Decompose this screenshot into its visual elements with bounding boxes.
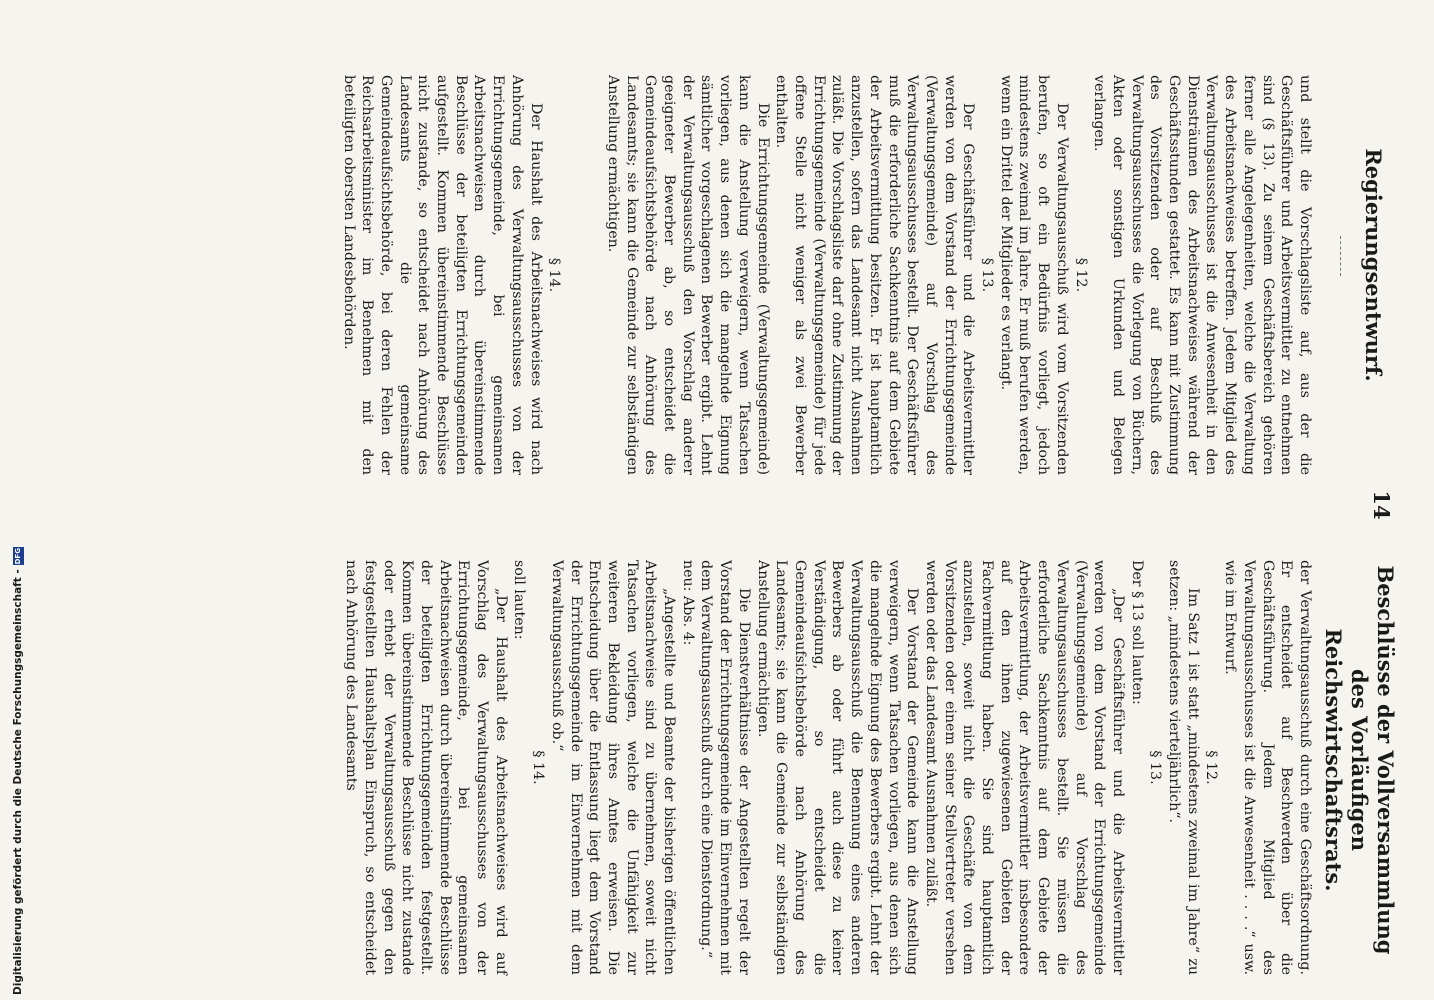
right-section-14-heading: § 14. xyxy=(530,750,547,785)
left-section-14-heading: § 14. xyxy=(546,257,563,293)
right-column xyxy=(341,560,1314,975)
right-section-12-heading: § 12. xyxy=(1203,750,1220,785)
right-section-13-heading: § 13. xyxy=(1147,750,1164,785)
left-section-12-heading: § 12. xyxy=(1072,257,1089,293)
right-section-13-intro: Der § 13 soll lauten: xyxy=(1128,560,1145,705)
footer-credit xyxy=(6,0,30,995)
footer-credit-text: Digitalisierung gefördert durch die Deutsche Forschungsgemeinschaft - xyxy=(12,569,24,995)
right-section-13-quote-1: „Der Geschäftsführer und die Arbeitsvermittler werden von dem Vorstand der Errichtungsgemeinde (Verwaltungsgemeinde) auf Vorschlag des Verwaltungsausschusses bestellt. Sie müssen die erforderliche Sachkenntnis auf dem Gebiete der Arbeitsvermittlung, der Arbeitsvermittler insbesondere auf den ihnen zugewiesenen Gebieten der Fachvermittlung haben. Sie sind hauptamtlich anzustellen, soweit nicht die Geschäfte von dem Vorsitzenden oder einem seiner Stellvertreter versehen werden oder das Landesamt Ausnahmen zuläßt. xyxy=(922,560,1126,975)
right-section-14-text: „Der Haushalt des Arbeitsnachweises wird auf Vorschlag des Verwaltungsausschusses von der Errichtungsgemeinde, bei gemeinsamen Arbeitsnachweisen durch übereinstimmende Beschlüsse der beteiligten Errichtungsgemeinden festgestellt. Kommen übereinstimmende Beschlüsse nicht zustande oder erhebt der Verwaltungsausschuß gegen den festgestellten Haushaltsplan Einspruch, so entscheidet nach Anhörung des Landesamts xyxy=(343,560,509,975)
page-number: 14 xyxy=(1369,490,1394,520)
left-column xyxy=(339,75,1314,475)
left-section-13-paragraph-2: Die Errichtungsgemeinde (Verwaltungsgemeinde) kann die Anstellung verweigern, wenn Tatsachen vorliegen, aus denen sich die mangelnde Eignung sämtlicher vorgeschlagenen Bewerber ergibt. Lehnt der Verwaltungsausschuß den Vorschlag anderer geeigneter Bewerber ab, so entscheidet die Gemeindeaufsichtsbehörde nach Anhörung des Landesamts; sie kann die Gemeinde zur selbständigen Anstellung ermächtigen. xyxy=(604,75,771,475)
right-column-header: Beschlüsse der Vollversammlung des Vorläufigen Reichswirtschaftsrats. xyxy=(1321,565,1398,955)
left-intro-paragraph: und stellt die Vorschlagsliste auf, aus der die Geschäftsführer und Arbeitsvermittler zu entnehmen sind (§ 13). Zu seinem Geschäftsbereich gehören ferner alle Angelegenheiten, welche die Verwaltung des Arbeitsnachweises betreffen. Jedem Mitglied des Verwaltungsausschusses ist die Anwesenheit in den Diensträumen des Arbeitsnachweises während der Geschäftsstunden gestattet. Es kann mit Zustimmung des Vorsitzenden oder auf Beschluß des Verwaltungsausschusses die Vorlegung von Büchern, Akten oder sonstigen Urkunden und Belegen verlangen. xyxy=(1091,75,1313,475)
right-section-14-intro: soll lauten: xyxy=(511,560,528,640)
dfg-logo-icon: DFG xyxy=(13,548,22,565)
right-section-13-new-paragraph-label: neu: Abs. 4: xyxy=(679,560,696,646)
right-section-13-quote-4: „Angestellte und Beamte der bisherigen öffentlichen Arbeitsnachweise sind zu übernehmen, soweit nicht Tatsachen vorliegen, welche die Unfähigkeit zur weiteren Bekleidung ihres Amtes erweisen. Die Entscheidung über die Entlassung liegt dem Vorstand der Errichtungsgemeinde im Einvernehmen mit dem Verwaltungsausschuß ob.“ xyxy=(548,560,678,975)
right-section-13-quote-2: Der Vorstand der Gemeinde kann die Anstellung verweigern, wenn Tatsachen vorliegen, aus denen sich die mangelnde Eignung des Bewerbers ergibt. Lehnt der Verwaltungsausschuß die Benennung eines anderen Bewerbers ab oder führt auch diese zu keiner Verständigung, so entscheidet die Gemeindeaufsichtsbehörde nach Anhörung des Landesamts; sie kann die Gemeinde zur selbständigen Anstellung ermächtigen. xyxy=(754,560,921,975)
left-section-14-text: Der Haushalt des Arbeitsnachweises wird nach Anhörung des Verwaltungsausschusses von der Errichtungsgemeinde, bei gemeinsamen Arbeitsnachweisen durch übereinstimmende Beschlüsse der beteiligten Errichtungsgemeinden aufgestellt. Kommen übereinstimmende Beschlüsse nicht zustande, so entscheidet nach Anhörung des Landesamts die gemeinsame Gemeindeaufsichtsbehörde, bei deren Fehlen der Reichsarbeitsminister im Benehmen mit den beteiligten obersten Landesbehörden. xyxy=(340,75,544,475)
header-separator xyxy=(1340,236,1341,276)
left-column-header: Regierungsentwurf. xyxy=(1361,148,1386,382)
digitization-footer xyxy=(6,0,30,1000)
left-section-12-text: Der Verwaltungsausschuß wird vom Vorsitzenden berufen, so oft ein Bedürfnis vorliegt, jedoch mindestens zweimal im Jahre. Er muß berufen werden, wenn ein Drittel der Mitglieder es verlangt. xyxy=(997,75,1070,475)
right-section-12-text: Im Satz 1 ist statt „mindestens zweimal im Jahre“ zu setzen: „mindestens vierteljährlich“. xyxy=(1166,560,1201,975)
left-section-13-heading: § 13. xyxy=(979,257,996,293)
right-intro-paragraph: der Verwaltungsausschuß durch eine Geschäftsordnung. Er entscheidet auf Beschwerden über die Geschäftsführung. Jedem Mitglied des Verwaltungsausschusses ist die Anwesenheit . . . .“ usw. wie im Entwurf. xyxy=(1222,560,1313,975)
left-section-13-paragraph-1: Der Geschäftsführer und die Arbeitsvermittler werden von dem Vorstand der Errichtungsgemeinde (Verwaltungsgemeinde) auf Vorschlag des Verwaltungsausschusses bestellt. Der Geschäftsführer muß die erforderliche Sachkenntnis auf dem Gebiete der Arbeitsvermittlung besitzen. Er ist hauptamtlich anzustellen, sofern das Landesamt nicht Ausnahmen zuläßt. Die Vorschlagsliste darf ohne Zustimmung der Errichtungsgemeinde (Verwaltungsgemeinde) für jede offene Stelle nicht weniger als zwei Bewerber enthalten. xyxy=(773,75,977,475)
right-section-13-quote-3: Die Dienstverhältnisse der Angestellten regelt der Vorstand der Errichtungsgemeinde im Einvernehmen mit dem Verwaltungsausschuß durch eine Dienstordnung.“ xyxy=(698,560,752,975)
